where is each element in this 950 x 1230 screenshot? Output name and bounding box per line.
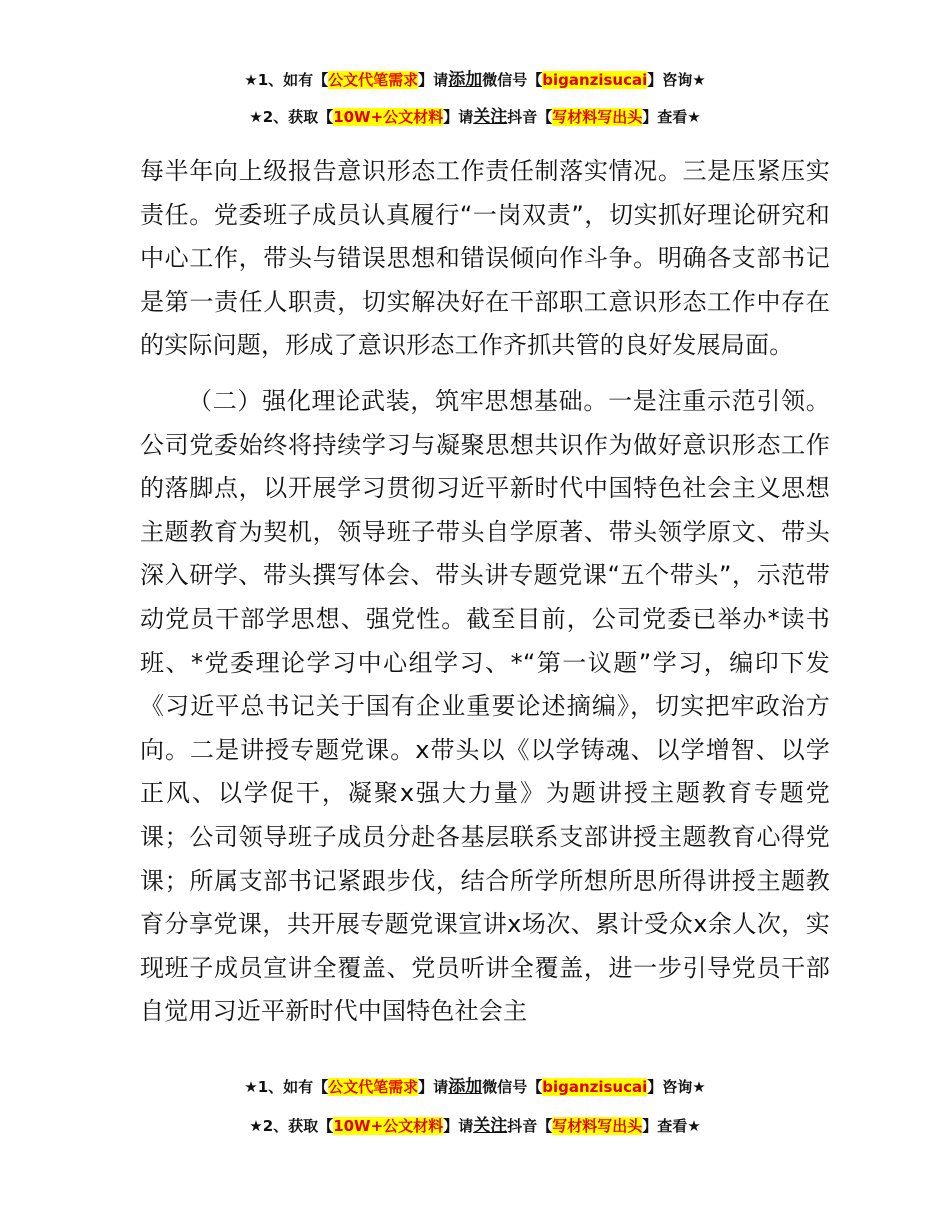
footer-line1-wechat-id: biganzisucai [542, 1078, 648, 1096]
footer-line2-underline: 关注 [473, 1116, 508, 1136]
footer-line2-text2: 抖音【 [507, 1117, 553, 1135]
header-line1-wechat-id: biganzisucai [542, 71, 648, 89]
header-line2-text: 】请 [443, 108, 474, 126]
footer-line2-text: 】请 [443, 1117, 474, 1135]
header-line1-prefix: ★1、如有【 [244, 71, 329, 89]
header-line2-underline: 关注 [473, 107, 508, 127]
header-line2-douyin-id: 写材料写出头 [552, 108, 643, 126]
header-line1-suffix: 】咨询★ [647, 71, 706, 89]
footer-line1-suffix: 】咨询★ [647, 1078, 706, 1096]
header-banner-line2 [0, 107, 950, 127]
header-line2-highlight-materials: 10W+公文材料 [333, 108, 444, 126]
header-line2-suffix: 】查看★ [642, 108, 701, 126]
body-paragraph-2: （二）强化理论武装，筑牢思想基础。一是注重示范引领。公司党委始终将持续学习与凝聚思想共识作为做好意识形态工作的落脚点，以开展学习贯彻习近平新时代中国特色社会主义思想主题教育为契机，领导班子带头自学原著、带头领学原文、带头深入研学、带头撰写体会、带头讲专题党课“五个带头”，示范带动党员干部学思想、强党性。截至目前，公司党委已举办*读书班、*党委理论学习中心组学习、*“第一议题”学习，编印下发《习近平总书记关于国有企业重要论述摘编》，切实把牢政治方向。二是讲授专题党课。x带头以《以学铸魂、以学增智、以学正风、以学促干，凝聚x强大力量》为题讲授主题教育专题党课；公司领导班子成员分赴各基层联系支部讲授主题教育心得党课；所属支部书记紧跟步伐，结合所学所想所思所得讲授主题教育分享党课，共开展专题党课宣讲x场次、累计受众x余人次，实现班子成员宣讲全覆盖、党员听讲全覆盖，进一步引导党员干部自觉用习近平新时代中国特色社会主 [140, 386, 830, 1026]
header-line2-prefix: ★2、获取【 [249, 108, 334, 126]
footer-banner-line2 [0, 1116, 950, 1136]
document-body [140, 150, 830, 1034]
footer-line1-text2: 微信号【 [482, 1078, 543, 1096]
footer-line2-suffix: 】查看★ [642, 1117, 701, 1135]
footer-line1-underline: 添加 [448, 1077, 483, 1097]
body-paragraph-1: 每半年向上级报告意识形态工作责任制落实情况。三是压紧压实责任。党委班子成员认真履行“一岗双责”，切实抓好理论研究和中心工作，带头与错误思想和错误倾向作斗争。明确各支部书记是第一责任人职责，切实解决好在干部职工意识形态工作中存在的实际问题，形成了意识形态工作齐抓共管的良好发展局面。 [140, 157, 830, 360]
footer-line1-highlight-service: 公文代笔需求 [328, 1078, 419, 1096]
header-banner-line1 [0, 70, 950, 90]
header-line2-text2: 抖音【 [507, 108, 553, 126]
header-line1-highlight-service: 公文代笔需求 [328, 71, 419, 89]
footer-line2-douyin-id: 写材料写出头 [552, 1117, 643, 1135]
footer-line2-prefix: ★2、获取【 [249, 1117, 334, 1135]
footer-line2-highlight-materials: 10W+公文材料 [333, 1117, 444, 1135]
header-line1-text: 】请 [418, 71, 449, 89]
footer-line1-text: 】请 [418, 1078, 449, 1096]
footer-line1-prefix: ★1、如有【 [244, 1078, 329, 1096]
header-line1-text2: 微信号【 [482, 71, 543, 89]
header-line1-underline: 添加 [448, 70, 483, 90]
footer-banner-line1 [0, 1077, 950, 1097]
